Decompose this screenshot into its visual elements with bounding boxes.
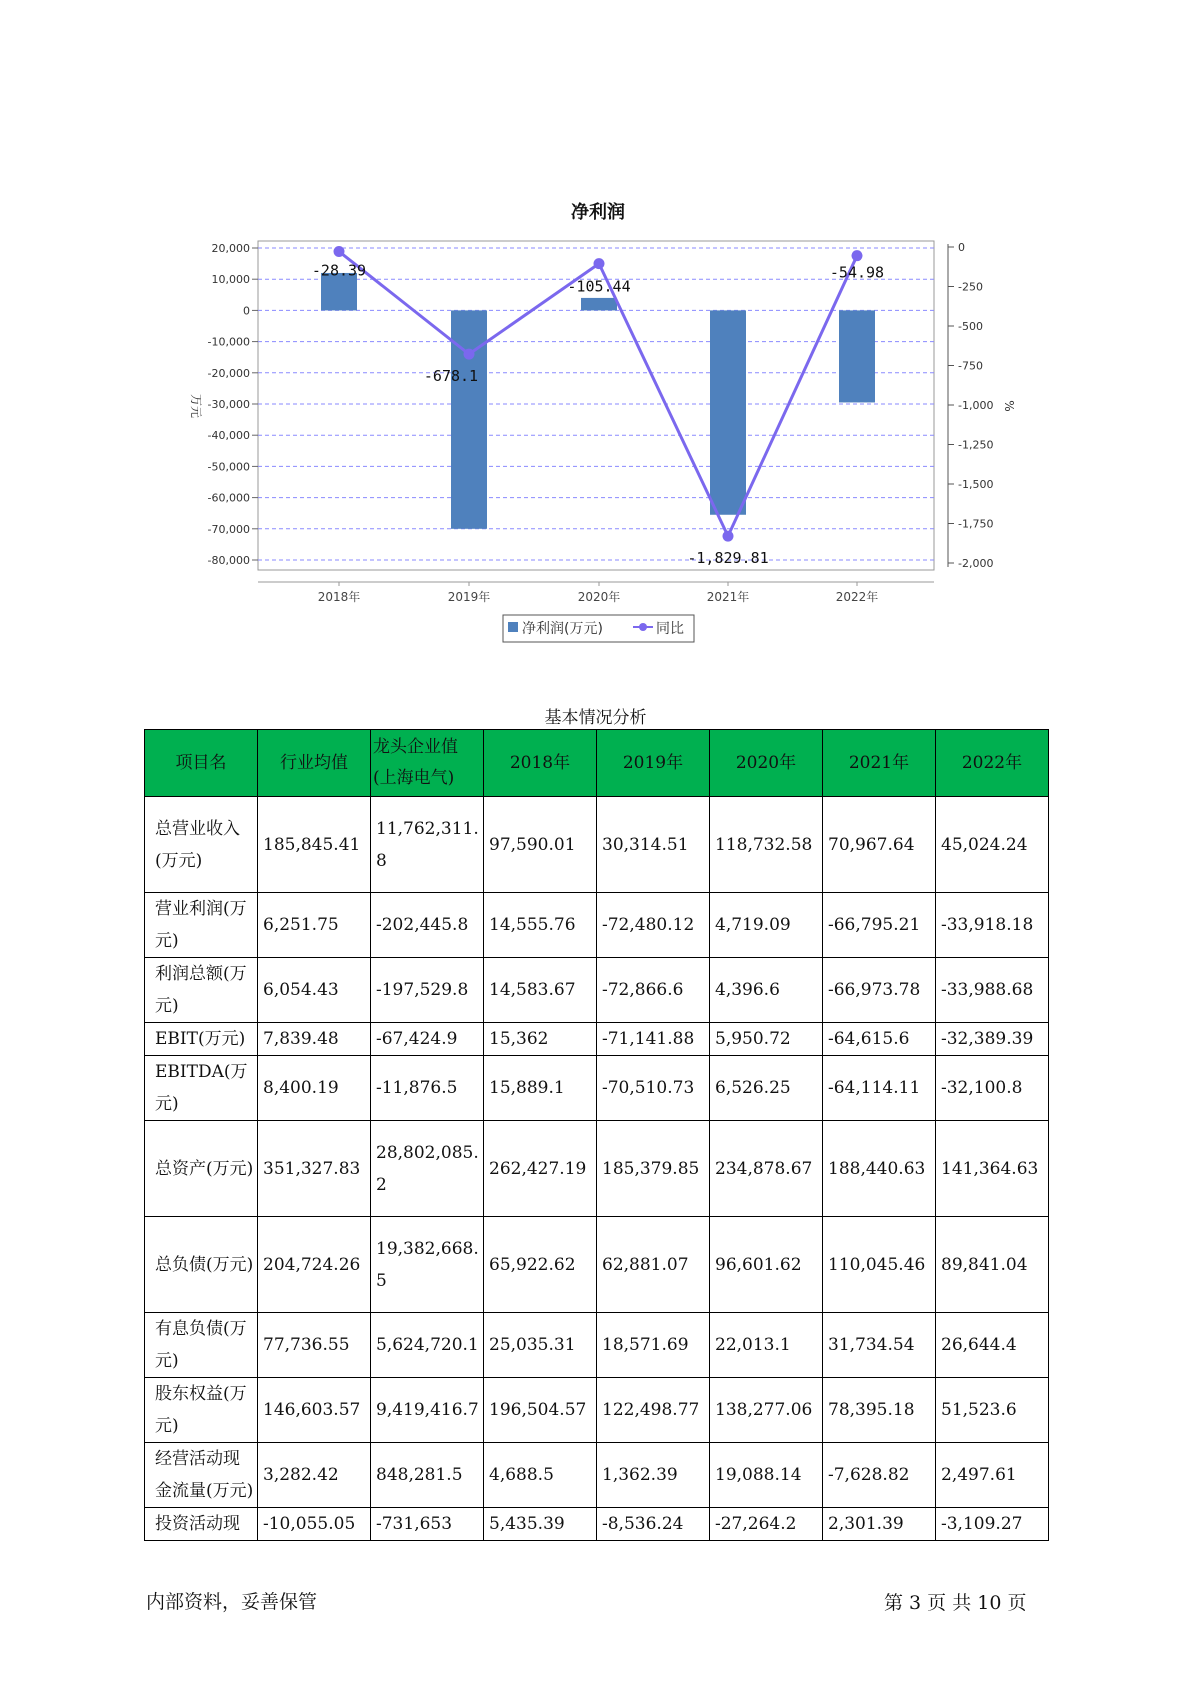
table-row [145, 1508, 1049, 1541]
row-label-cell: 有息负债(万元) [145, 1313, 258, 1378]
left-tick-label: -20,000 [207, 366, 250, 380]
left-axis-ticks [208, 242, 258, 567]
net-profit-bar [839, 310, 875, 402]
row-label-cell: 总营业收入(万元) [145, 797, 258, 893]
value-cell: -197,529.8 [371, 958, 484, 1023]
left-tick-label: -40,000 [207, 429, 250, 443]
legend-bar-swatch [508, 622, 518, 632]
right-tick-label: -2,000 [958, 557, 994, 570]
table-row [145, 893, 1049, 958]
table-header-row [145, 730, 1049, 797]
table-row [145, 1443, 1049, 1508]
right-tick-label: -750 [958, 359, 983, 373]
value-cell: -33,918.18 [936, 893, 1049, 958]
value-cell: 5,950.72 [710, 1023, 823, 1056]
value-cell: 97,590.01 [484, 797, 597, 893]
value-cell: 70,967.64 [823, 797, 936, 893]
value-cell: 22,013.1 [710, 1313, 823, 1378]
value-cell: 19,382,668.5 [371, 1217, 484, 1313]
value-cell: 6,526.25 [710, 1056, 823, 1121]
legend [503, 615, 694, 642]
row-label-cell: 投资活动现 [145, 1508, 258, 1541]
left-tick-label: -80,000 [207, 554, 250, 567]
value-cell: -64,114.11 [823, 1056, 936, 1121]
value-cell: 18,571.69 [597, 1313, 710, 1378]
table-row [145, 1121, 1049, 1217]
value-cell: 110,045.46 [823, 1217, 936, 1313]
yoy-data-label: -1,829.81 [687, 549, 769, 568]
left-tick-label: -10,000 [207, 335, 250, 349]
yoy-point [723, 531, 734, 542]
left-tick-label: -70,000 [207, 522, 250, 536]
value-cell: 19,088.14 [710, 1443, 823, 1508]
value-cell: 51,523.6 [936, 1378, 1049, 1443]
table-row [145, 1217, 1049, 1313]
chart-title: 净利润 [571, 202, 625, 223]
value-cell: -72,480.12 [597, 893, 710, 958]
value-cell: 78,395.18 [823, 1378, 936, 1443]
value-cell: 3,282.42 [258, 1443, 371, 1508]
left-tick-label: -30,000 [207, 398, 250, 411]
legend-line-label: 同比 [656, 621, 684, 637]
value-cell: -11,876.5 [371, 1056, 484, 1121]
y-axis-right-label: % [1002, 400, 1016, 412]
value-cell: 15,889.1 [484, 1056, 597, 1121]
yoy-data-label: -105.44 [567, 277, 631, 296]
value-cell: -202,445.8 [371, 893, 484, 958]
table-row [145, 1056, 1049, 1121]
table-row [145, 1378, 1049, 1443]
value-cell: 138,277.06 [710, 1378, 823, 1443]
legend-bar-label: 净利润(万元) [522, 621, 603, 637]
x-tick-label: 2018年 [317, 590, 361, 604]
header-industry-avg: 行业均值 [258, 730, 371, 797]
value-cell: -10,055.05 [258, 1508, 371, 1541]
left-tick-label: 20,000 [211, 242, 250, 255]
yoy-data-label: -678.1 [423, 367, 479, 386]
right-tick-label: -1,250 [958, 438, 994, 452]
value-cell: 196,504.57 [484, 1378, 597, 1443]
right-tick-label: -1,500 [958, 478, 994, 491]
value-cell: 9,419,416.7 [371, 1378, 484, 1443]
value-cell: 28,802,085.2 [371, 1121, 484, 1217]
value-cell: 146,603.57 [258, 1378, 371, 1443]
value-cell: 5,435.39 [484, 1508, 597, 1541]
value-cell: 7,839.48 [258, 1023, 371, 1056]
value-cell: -64,615.6 [823, 1023, 936, 1056]
header-item-name: 项目名 [145, 730, 258, 797]
row-label-cell: EBITDA(万元) [145, 1056, 258, 1121]
net-profit-bar [581, 298, 617, 310]
value-cell: 65,922.62 [484, 1217, 597, 1313]
right-tick-label: 0 [958, 241, 965, 254]
net-profit-chart [0, 0, 1191, 680]
legend-line-marker [639, 623, 647, 631]
value-cell: -8,536.24 [597, 1508, 710, 1541]
header-2022: 2022年 [936, 730, 1049, 797]
value-cell: -71,141.88 [597, 1023, 710, 1056]
value-cell: 204,724.26 [258, 1217, 371, 1313]
value-cell: 848,281.5 [371, 1443, 484, 1508]
value-cell: 8,400.19 [258, 1056, 371, 1121]
value-cell: 351,327.83 [258, 1121, 371, 1217]
table-row [145, 797, 1049, 893]
value-cell: 188,440.63 [823, 1121, 936, 1217]
value-cell: 2,301.39 [823, 1508, 936, 1541]
footer-page-number: 第 3 页 共 10 页 [884, 1592, 1027, 1614]
row-label-cell: 股东权益(万元) [145, 1378, 258, 1443]
y-axis-left-label: 万元 [189, 393, 203, 419]
value-cell: 185,379.85 [597, 1121, 710, 1217]
value-cell: -72,866.6 [597, 958, 710, 1023]
value-cell: -66,795.21 [823, 893, 936, 958]
left-tick-label: 10,000 [211, 273, 250, 287]
value-cell: 89,841.04 [936, 1217, 1049, 1313]
value-cell: 141,364.63 [936, 1121, 1049, 1217]
x-tick-label: 2021年 [706, 590, 750, 604]
yoy-point [464, 349, 475, 360]
right-axis-ticks [948, 241, 993, 570]
value-cell: 185,845.41 [258, 797, 371, 893]
value-cell: 26,644.4 [936, 1313, 1049, 1378]
value-cell: -33,988.68 [936, 958, 1049, 1023]
value-cell: 6,251.75 [258, 893, 371, 958]
table-title: 基本情况分析 [544, 708, 647, 728]
value-cell: 96,601.62 [710, 1217, 823, 1313]
value-cell: 25,035.31 [484, 1313, 597, 1378]
table-row [145, 1313, 1049, 1378]
value-cell: -7,628.82 [823, 1443, 936, 1508]
yoy-point [594, 258, 605, 269]
value-cell: 122,498.77 [597, 1378, 710, 1443]
header-leader-value: 龙头企业值(上海电气) [371, 730, 484, 797]
value-cell: 4,719.09 [710, 893, 823, 958]
value-cell: 5,624,720.1 [371, 1313, 484, 1378]
yoy-data-label: -28.39 [311, 261, 367, 280]
right-tick-label: -250 [958, 280, 983, 294]
value-cell: 45,024.24 [936, 797, 1049, 893]
value-cell: 234,878.67 [710, 1121, 823, 1217]
header-2019: 2019年 [597, 730, 710, 797]
x-tick-label: 2022年 [835, 590, 879, 604]
table-row [145, 1023, 1049, 1056]
value-cell: 31,734.54 [823, 1313, 936, 1378]
row-label-cell: 总资产(万元) [145, 1121, 258, 1217]
value-cell: 77,736.55 [258, 1313, 371, 1378]
header-2020: 2020年 [710, 730, 823, 797]
left-tick-label: 0 [243, 304, 250, 318]
value-cell: 4,396.6 [710, 958, 823, 1023]
value-cell: 4,688.5 [484, 1443, 597, 1508]
value-cell: 2,497.61 [936, 1443, 1049, 1508]
row-label-cell: 经营活动现金流量(万元) [145, 1443, 258, 1508]
yoy-point [852, 250, 863, 261]
value-cell: -67,424.9 [371, 1023, 484, 1056]
value-cell: 14,583.67 [484, 958, 597, 1023]
value-cell: 6,054.43 [258, 958, 371, 1023]
value-cell: -731,653 [371, 1508, 484, 1541]
value-cell: 30,314.51 [597, 797, 710, 893]
header-2018: 2018年 [484, 730, 597, 797]
x-axis-ticks [318, 582, 879, 604]
right-tick-label: -1,000 [958, 399, 994, 412]
right-tick-label: -1,750 [958, 517, 994, 531]
value-cell: 1,362.39 [597, 1443, 710, 1508]
left-tick-label: -60,000 [207, 491, 250, 505]
table-row [145, 958, 1049, 1023]
yoy-data-label: -54.98 [829, 263, 885, 282]
value-cell: -66,973.78 [823, 958, 936, 1023]
row-label-cell: 总负债(万元) [145, 1217, 258, 1313]
basic-analysis-table [144, 729, 1049, 1541]
value-cell: 11,762,311.8 [371, 797, 484, 893]
value-cell: 262,427.19 [484, 1121, 597, 1217]
row-label-cell: 营业利润(万元) [145, 893, 258, 958]
x-tick-label: 2019年 [447, 590, 491, 604]
value-cell: 15,362 [484, 1023, 597, 1056]
row-label-cell: 利润总额(万元) [145, 958, 258, 1023]
right-tick-label: -500 [958, 320, 983, 333]
footer-confidential-note: 内部资料，妥善保管 [146, 1591, 318, 1613]
left-tick-label: -50,000 [207, 460, 250, 474]
net-profit-bar [710, 310, 746, 514]
value-cell: -3,109.27 [936, 1508, 1049, 1541]
value-cell: 118,732.58 [710, 797, 823, 893]
yoy-point [334, 246, 345, 257]
x-tick-label: 2020年 [577, 590, 621, 604]
value-cell: -32,389.39 [936, 1023, 1049, 1056]
header-2021: 2021年 [823, 730, 936, 797]
value-cell: -70,510.73 [597, 1056, 710, 1121]
value-cell: 14,555.76 [484, 893, 597, 958]
row-label-cell: EBIT(万元) [145, 1023, 258, 1056]
value-cell: 62,881.07 [597, 1217, 710, 1313]
value-cell: -27,264.2 [710, 1508, 823, 1541]
value-cell: -32,100.8 [936, 1056, 1049, 1121]
